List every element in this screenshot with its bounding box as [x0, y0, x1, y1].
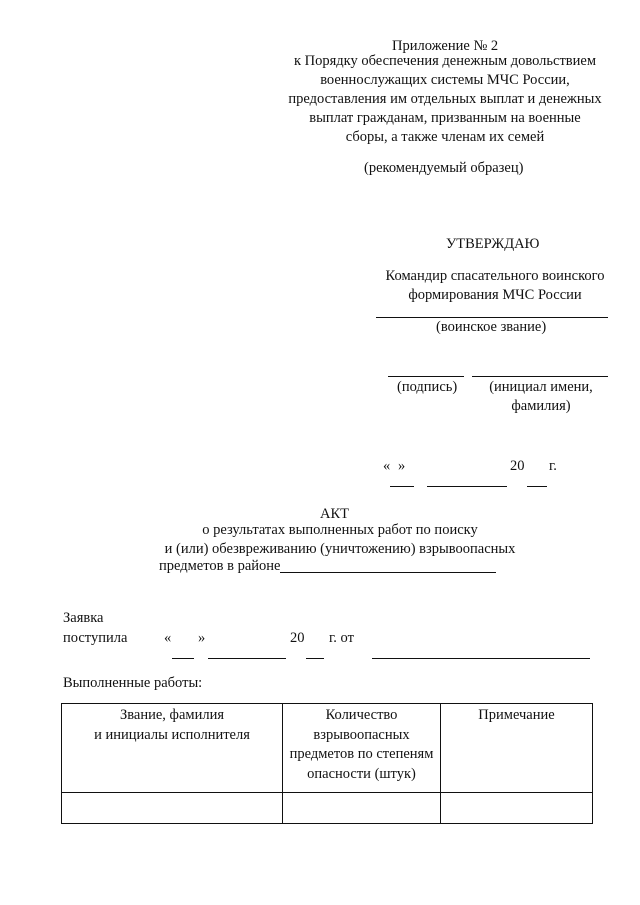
approval-position	[360, 267, 630, 305]
approval-year-prefix: 20	[510, 458, 525, 474]
act-area-label: предметов в районе	[159, 558, 281, 574]
approval-year-suffix: г.	[549, 458, 557, 474]
request-quote-open: «	[164, 630, 172, 646]
name-caption-line: (инициал имени,	[489, 379, 593, 395]
table-cell[interactable]	[62, 793, 283, 824]
approval-month-line[interactable]	[427, 486, 507, 487]
column-header-note: Примечание	[441, 704, 593, 793]
works-table	[61, 703, 593, 824]
act-subtitle	[120, 521, 560, 559]
approval-quote-close: »	[398, 458, 406, 474]
appendix-line: выплат гражданам, призванным на военные	[309, 110, 581, 126]
position-line: формирования МЧС России	[408, 287, 582, 303]
signature-line[interactable]	[388, 376, 464, 377]
approval-year-line[interactable]	[527, 486, 547, 487]
request-label-line2: поступила	[63, 630, 128, 646]
column-header-executor: Звание, фамилия и инициалы исполнителя	[62, 704, 283, 793]
appendix-line: предоставления им отдельных выплат и денежных	[288, 91, 602, 107]
request-year-line[interactable]	[306, 658, 324, 659]
appendix-text	[270, 52, 620, 147]
approval-heading: УТВЕРЖДАЮ	[446, 236, 540, 252]
request-from-line[interactable]	[372, 658, 590, 659]
table-row	[62, 793, 593, 824]
act-title: АКТ	[320, 506, 349, 522]
act-subtitle-line: о результатах выполненных работ по поиску	[202, 522, 478, 538]
request-day-line[interactable]	[172, 658, 194, 659]
table-cell[interactable]	[441, 793, 593, 824]
rank-caption: (воинское звание)	[436, 319, 547, 335]
request-label-line1: Заявка	[63, 610, 104, 626]
name-caption-line: фамилия)	[511, 398, 571, 414]
act-area-line[interactable]	[280, 572, 496, 573]
sample-note: (рекомендуемый образец)	[364, 160, 524, 176]
works-header-row	[62, 704, 593, 793]
act-subtitle-line: и (или) обезвреживанию (уничтожению) взрывоопасных	[164, 541, 516, 557]
approval-quote-open: «	[383, 458, 391, 474]
position-line: Командир спасательного воинского	[385, 268, 605, 284]
request-month-line[interactable]	[208, 658, 286, 659]
name-line[interactable]	[472, 376, 608, 377]
name-caption	[474, 378, 608, 416]
appendix-line: военнослужащих системы МЧС России,	[320, 72, 570, 88]
appendix-line: сборы, а также членам их семей	[345, 129, 545, 145]
column-header-quantity: Количество взрывоопасных предметов по степеням опасности (штук)	[283, 704, 441, 793]
appendix-number: Приложение № 2	[392, 38, 499, 54]
appendix-line: к Порядку обеспечения денежным довольствием	[293, 53, 597, 69]
approval-day-line[interactable]	[390, 486, 414, 487]
works-label: Выполненные работы:	[63, 675, 203, 691]
signature-caption: (подпись)	[397, 379, 458, 395]
request-year-suffix: г. от	[329, 630, 354, 646]
request-quote-close: »	[198, 630, 206, 646]
request-year-prefix: 20	[290, 630, 305, 646]
table-cell[interactable]	[283, 793, 441, 824]
